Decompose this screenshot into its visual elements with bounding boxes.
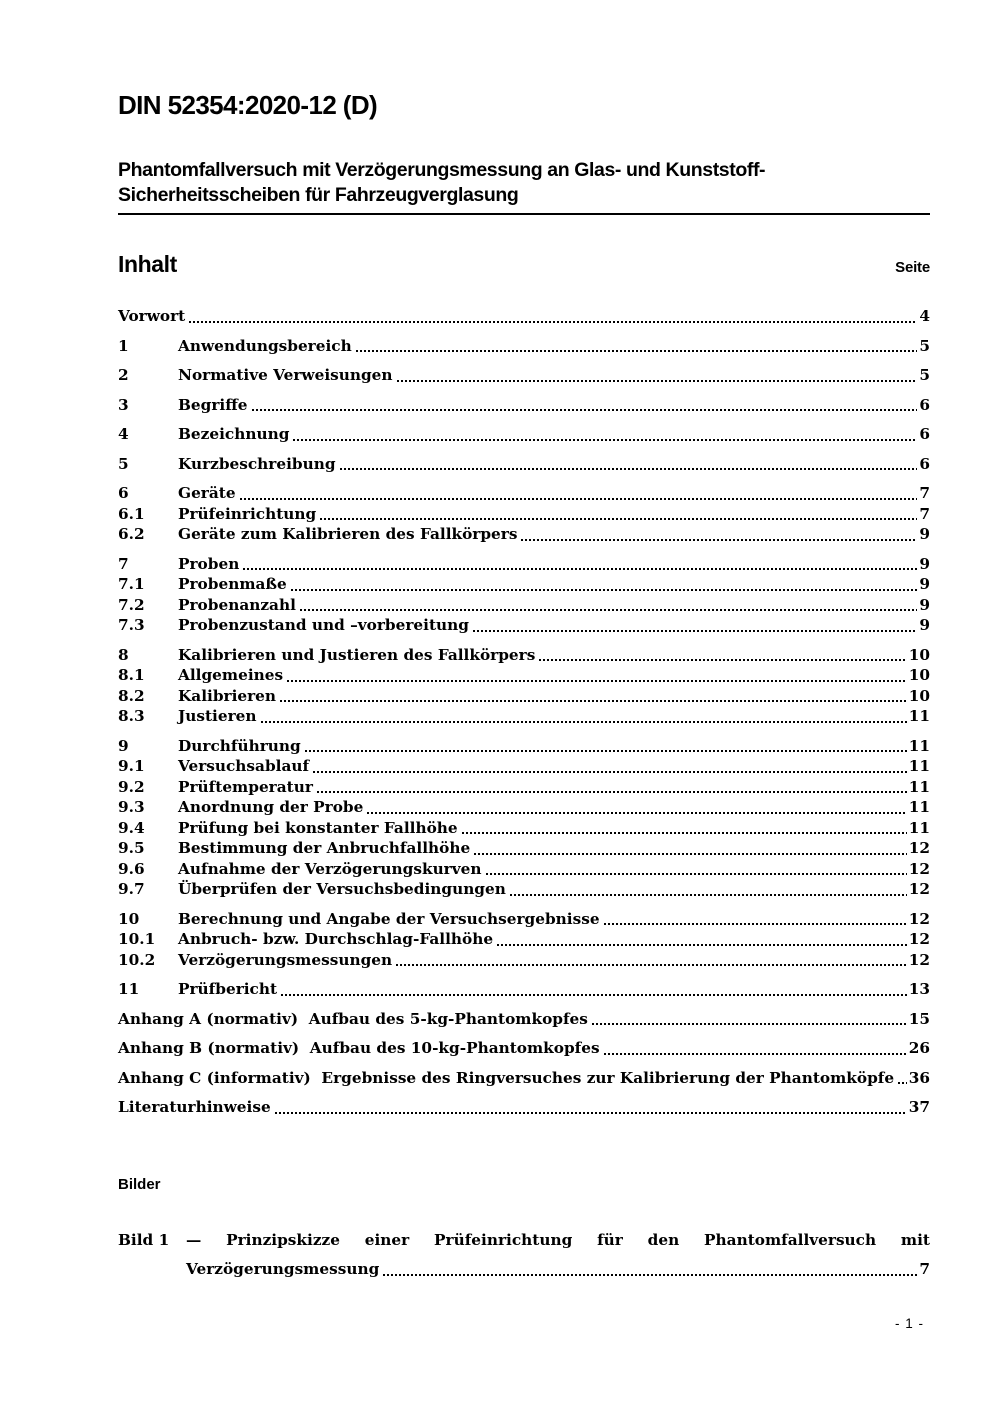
toc-entry [118,879,930,900]
toc-entry-page: 5 [919,336,930,355]
leader-dots [397,365,918,386]
leader-dots [396,950,907,971]
toc-entry-page: 15 [908,1009,930,1028]
toc-entry [118,483,930,504]
leader-dots [367,797,906,818]
document-title-line2: Sicherheitsscheiben für Fahrzeugverglasung [118,184,519,206]
toc-entry [118,1068,930,1089]
toc-entry-page: 7 [919,484,930,502]
toc-heading: Inhalt [118,251,177,277]
toc-entry-label: Probenmaße [178,575,287,593]
toc-entry [118,777,930,798]
toc-entry-label: Prüfeinrichtung [178,504,317,523]
toc-entry-label: Aufnahme der Verzögerungskurven [178,859,482,878]
figure-entry [118,1226,930,1284]
leader-dots [243,554,917,575]
toc-entry-label: Kalibrieren und Justieren des Fallkörpers [178,645,536,664]
toc-entry-page: 10 [908,666,930,684]
toc-entry-page: 11 [908,798,930,816]
toc-entry [118,736,930,757]
toc-entry [118,554,930,575]
toc-entry [118,859,930,880]
figure-entry-body [186,1226,930,1284]
toc-entry-label: Geräte [178,484,236,502]
toc-entry [118,1038,930,1059]
toc-entry-number: 9.3 [118,798,145,816]
toc-entry-page: 9 [919,616,930,634]
leader-dots [340,454,918,475]
toc-entry [118,336,930,357]
leader-dots [281,979,907,1000]
figures-list [118,1226,930,1284]
toc-entry-label: Versuchsablauf [178,757,310,775]
toc-entry-number: 1 [118,336,129,355]
toc-entry-page: 12 [908,880,930,898]
page-content [118,0,930,1284]
toc-entry-page: 10 [908,686,930,705]
leader-dots [383,1255,917,1284]
toc-entry [118,706,930,727]
leader-dots [497,929,907,950]
leader-dots [510,879,907,900]
leader-dots [280,686,907,707]
toc-header [118,251,930,278]
toc-entry-label: Justieren [178,707,257,725]
toc-entry [118,365,930,386]
toc-entry-number: 7 [118,554,129,573]
toc-entry-number: 10 [118,909,140,928]
figure-entry-page: 7 [919,1259,930,1278]
toc-entry-page: 9 [919,554,930,573]
document-title [118,158,930,215]
toc-entry-number: 9.2 [118,777,145,796]
toc-entry-label: Prüfbericht [178,980,278,998]
toc-entry-page: 11 [908,757,930,775]
toc-entry [118,818,930,839]
toc-entry-page: 9 [919,575,930,593]
toc-entry-number: 7.2 [118,595,145,614]
leader-dots [604,1038,907,1059]
figure-entry-caption-line1: — Prinzipskizze einer Prüfeinrichtung für den Phantomfallversuch mit [186,1230,930,1249]
leader-dots [317,777,907,798]
leader-dots [462,818,907,839]
toc-entry-number: 6 [118,484,129,502]
toc-entry-number: 9.5 [118,839,145,857]
toc-entry-label: Verzögerungsmessungen [178,950,393,969]
toc-entry-label: Probenzustand und –vorbereitung [178,616,469,634]
toc-entry [118,424,930,445]
toc-entry-number: 5 [118,454,129,473]
toc-entry-number: 8 [118,645,129,664]
toc-entry-label: Anhang C (informativ) Ergebnisse des Ringversuches zur Kalibrierung der Phantomköpfe [118,1068,895,1087]
toc-entry-label: Normative Verweisungen [178,366,393,384]
toc-entry-page: 6 [919,454,930,473]
toc-entry-number: 9 [118,736,129,755]
leader-dots [592,1009,907,1030]
toc-entry-label: Literaturhinweise [118,1098,271,1116]
toc-entry-page: 6 [919,425,930,443]
toc-entry-page: 12 [908,839,930,857]
toc-entry-number: 8.1 [118,666,145,684]
toc-entry-page: 12 [908,950,930,969]
figure-entry-caption-line2 [186,1255,930,1284]
toc-entry-label: Probenanzahl [178,595,296,614]
leader-dots [474,838,907,859]
toc-entry [118,979,930,1000]
toc-entry-page: 12 [908,909,930,928]
toc-entry-label: Anhang B (normativ) Aufbau des 10-kg-Phantomkopfes [118,1039,600,1057]
toc-entry-number: 9.4 [118,818,145,837]
toc-entry [118,395,930,416]
toc-entry [118,797,930,818]
toc-entry-number: 4 [118,425,129,443]
toc-entry-page: 11 [908,736,930,755]
toc-entry-page: 11 [908,777,930,796]
toc-entry-page: 11 [908,818,930,837]
toc-entry-label: Prüfung bei konstanter Fallhöhe [178,818,458,837]
leader-dots [313,756,907,777]
leader-dots [305,736,907,757]
figures-heading: Bilder [118,1175,161,1193]
toc-entry [118,665,930,686]
toc-entry-page: 6 [919,395,930,414]
toc-entry [118,686,930,707]
toc-entry-page: 11 [908,707,930,725]
toc-entry-label: Berechnung und Angabe der Versuchsergebnisse [178,909,600,928]
leader-dots [189,306,917,327]
toc-entry-label: Kurzbeschreibung [178,454,336,473]
toc-entry-label: Anordnung der Probe [178,798,364,816]
leader-dots [300,595,917,616]
toc-entry-label: Anwendungsbereich [178,336,352,355]
toc-entry-label: Anhang A (normativ) Aufbau des 5-kg-Phantomkopfes [118,1009,588,1028]
toc-entry-label: Begriffe [178,395,248,414]
toc-entry [118,909,930,930]
toc-entry-label: Prüftemperatur [178,777,313,796]
leader-dots [320,504,917,525]
toc-entry [118,838,930,859]
toc-entry [118,645,930,666]
toc-list [118,306,930,1118]
toc-entry-number: 7.3 [118,616,145,634]
toc-entry [118,950,930,971]
leader-dots [356,336,918,357]
toc-entry-page: 7 [919,504,930,523]
toc-entry [118,929,930,950]
figure-entry-label: Bild 1 [118,1230,170,1249]
toc-entry-label: Kalibrieren [178,686,277,705]
leader-dots [473,615,917,636]
toc-entry [118,756,930,777]
toc-entry-number: 10.2 [118,950,156,969]
toc-entry [118,574,930,595]
page-number-indicator: - 1 - [894,1316,924,1331]
toc-entry [118,524,930,545]
toc-entry-label: Bestimmung der Anbruchfallhöhe [178,839,471,857]
toc-entry-number: 9.6 [118,859,145,878]
toc-entry-label: Anbruch- bzw. Durchschlag-Fallhöhe [178,930,494,948]
toc-entry [118,1097,930,1118]
toc-entry-number: 9.1 [118,757,145,775]
document-title-line1: Phantomfallversuch mit Verzögerungsmessung an Glas- und Kunststoff- [118,159,766,181]
toc-entry-number: 11 [118,980,140,998]
leader-dots [521,524,917,545]
leader-dots [898,1068,907,1089]
toc-entry-number: 2 [118,366,129,384]
toc-entry-page: 9 [919,595,930,614]
toc-entry-number: 6.2 [118,525,145,543]
toc-entry-number: 9.7 [118,880,145,898]
toc-entry-page: 4 [919,307,930,325]
toc-entry-number: 8.2 [118,686,145,705]
leader-dots [252,395,918,416]
toc-entry-number: 6.1 [118,504,145,523]
toc-entry-page: 26 [908,1039,930,1057]
toc-entry-page: 10 [908,645,930,664]
figure-entry-caption-text: Verzögerungsmessung [186,1259,380,1278]
toc-entry-page: 12 [908,859,930,878]
toc-entry [118,1009,930,1030]
toc-entry-page: 37 [908,1098,930,1116]
toc-entry-label: Allgemeines [178,666,284,684]
leader-dots [293,424,917,445]
toc-entry [118,504,930,525]
leader-dots [240,483,918,504]
toc-entry-label: Geräte zum Kalibrieren des Fallkörpers [178,525,518,543]
toc-entry-page: 36 [908,1068,930,1087]
toc-entry-number: 8.3 [118,707,145,725]
toc-entry [118,306,930,327]
toc-entry-number: 3 [118,395,129,414]
toc-entry-page: 5 [919,366,930,384]
toc-entry-page: 12 [908,930,930,948]
document-number: DIN 52354:2020-12 (D) [118,90,378,120]
toc-page-column-label: Seite [895,259,930,276]
leader-dots [291,574,918,595]
leader-dots [539,645,906,666]
toc-entry-label: Bezeichnung [178,425,290,443]
toc-entry [118,454,930,475]
leader-dots [604,909,907,930]
leader-dots [275,1097,907,1118]
toc-entry-page: 13 [908,980,930,998]
leader-dots [486,859,907,880]
toc-entry-label: Vorwort [118,307,186,325]
toc-entry-number: 7.1 [118,575,145,593]
toc-entry-number: 10.1 [118,930,156,948]
toc-entry-label: Überprüfen der Versuchsbedingungen [178,880,506,898]
toc-entry-page: 9 [919,525,930,543]
toc-entry-label: Durchführung [178,736,301,755]
toc-entry-label: Proben [178,554,240,573]
toc-entry [118,595,930,616]
leader-dots [287,665,907,686]
leader-dots [261,706,907,727]
toc-entry [118,615,930,636]
